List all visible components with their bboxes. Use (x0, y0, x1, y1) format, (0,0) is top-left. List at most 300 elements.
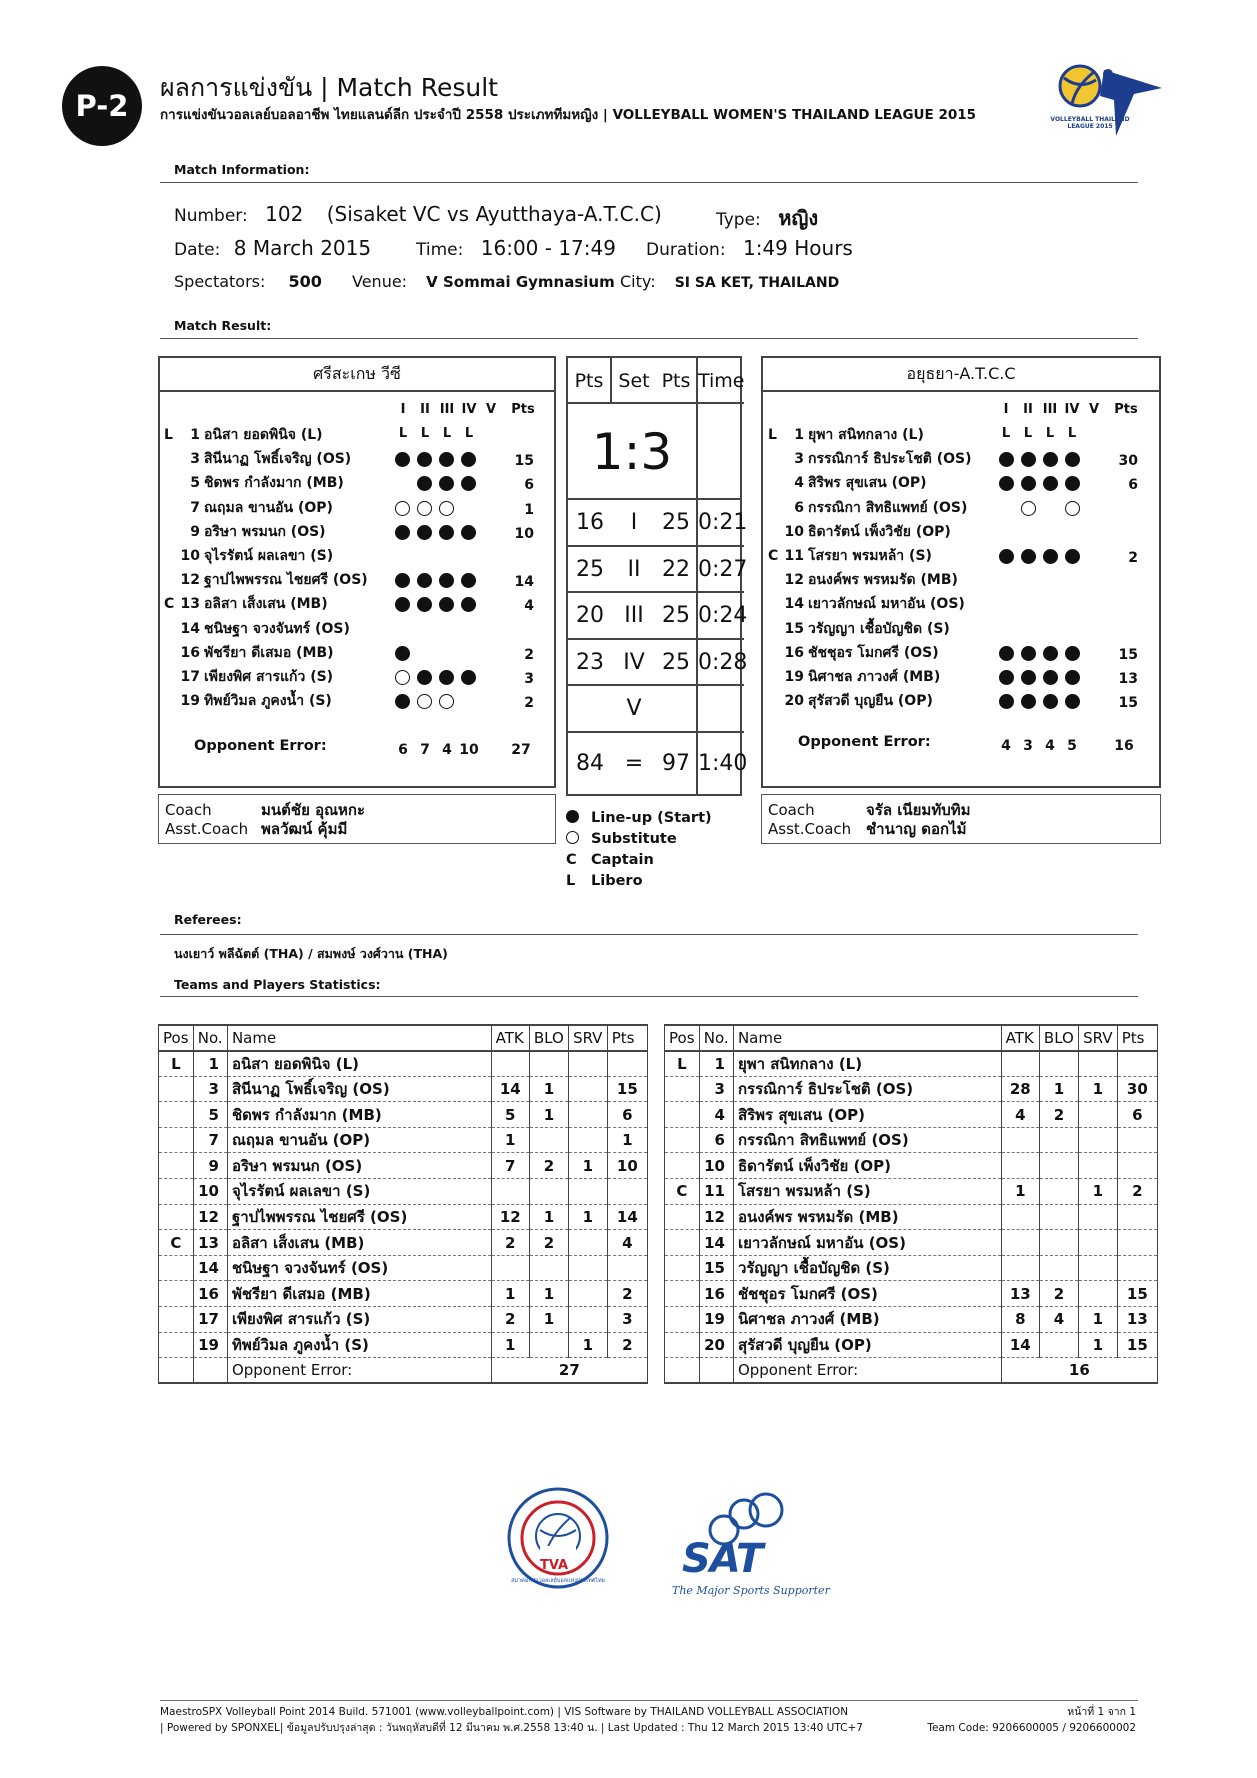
away-coach: จรัล เนียมทับทิม (866, 801, 971, 819)
player-tag: C (768, 548, 779, 564)
stat-blo: 1 (529, 1307, 568, 1333)
stat-pos (159, 1153, 194, 1179)
home-asst-coach: พลวัฒน์ คุ้มมี (261, 820, 348, 838)
league-logo (1050, 60, 1168, 146)
opp-label: Opponent Error: (733, 1358, 1001, 1384)
stat-srv (569, 1255, 608, 1281)
stat-pos (159, 1127, 194, 1153)
legend-lineup: Line-up (Start) (591, 810, 712, 826)
home-opponent-error-label: Opponent Error: (194, 738, 327, 754)
stat-pts (1117, 1051, 1157, 1077)
footer-divider (160, 1700, 1138, 1701)
table-row (159, 1076, 648, 1102)
lineup-dot (439, 670, 454, 685)
set-away (656, 686, 698, 733)
match-line-2 (174, 236, 371, 260)
stat-atk: 12 (491, 1204, 529, 1230)
divider (160, 338, 1138, 339)
set-header-0: I (1003, 402, 1009, 417)
stat-blo (1039, 1051, 1078, 1077)
player-name: ชนิษฐา จวงจันทร์ (OS) (204, 620, 350, 637)
stat-pos (665, 1281, 700, 1307)
stat-atk: 13 (1001, 1281, 1039, 1307)
stat-name: จุไรรัตน์ ผลเลขา (S) (227, 1179, 491, 1205)
set-home: 20 (568, 593, 612, 640)
stats-header-1: No. (699, 1025, 733, 1051)
stat-name: ชิดพร กำลังมาก (MB) (227, 1102, 491, 1128)
stat-blo: 2 (529, 1230, 568, 1256)
stat-blo (529, 1255, 568, 1281)
stat-srv (1079, 1153, 1118, 1179)
player-points: 13 (1118, 671, 1138, 687)
stat-atk: 4 (1001, 1102, 1039, 1128)
sat-tagline: The Major Sports Supporter (672, 1584, 830, 1597)
lineup-dot (999, 670, 1014, 685)
home-stats-table (158, 1024, 648, 1384)
player-name: ยุพา สนิทกลาง (L) (808, 427, 924, 443)
stat-blo (529, 1332, 568, 1358)
score-header-1: Set (612, 358, 656, 404)
player-row (164, 665, 554, 689)
stat-blo (529, 1127, 568, 1153)
lineup-dot (439, 525, 454, 540)
stat-name: ธิดารัตน์ เพ็งวิชัย (OP) (733, 1153, 1001, 1179)
stat-no: 6 (699, 1127, 733, 1153)
set-set: I (612, 500, 656, 547)
substitute-dot (395, 501, 410, 516)
stat-atk (1001, 1230, 1039, 1256)
player-points: 15 (1118, 646, 1138, 663)
player-points: 15 (1118, 695, 1138, 712)
player-points: 2 (1128, 550, 1138, 566)
duration-group (646, 236, 853, 260)
stat-blo: 2 (1039, 1102, 1078, 1128)
opp-error-set-3: 5 (1067, 738, 1077, 754)
player-number: 16 (784, 644, 804, 661)
libero-mark-3: L (1067, 426, 1077, 441)
stat-blo: 1 (529, 1102, 568, 1128)
match-result-heading: Match Result: (174, 318, 272, 333)
set-home: 16 (568, 500, 612, 547)
stats-header-4: BLO (529, 1025, 568, 1051)
match-info-heading: Match Information: (174, 162, 310, 177)
player-number: 20 (784, 693, 804, 710)
lineup-dot (439, 573, 454, 588)
player-row (768, 665, 1158, 689)
stat-pos (159, 1281, 194, 1307)
libero-mark: L (566, 873, 576, 889)
player-name: สินีนาฏ โพธิ์เจริญ (OS) (204, 451, 352, 468)
stat-blo (1039, 1255, 1078, 1281)
table-row (665, 1076, 1158, 1102)
stats-header-row (665, 1025, 1158, 1051)
away-asst-coach: ชำนาญ ดอกไม้ (866, 820, 967, 838)
stat-no: 19 (699, 1307, 733, 1333)
venue-value: V Sommai Gymnasium (426, 273, 615, 291)
match-teams: (Sisaket VC vs Ayutthaya-A.T.C.C) (326, 202, 662, 226)
set-time: 0:27 (698, 547, 744, 594)
stat-pts: 4 (607, 1230, 647, 1256)
stat-pts: 10 (607, 1153, 647, 1179)
opponent-error-row (159, 1358, 648, 1384)
player-row (164, 689, 554, 713)
lineup-dot (417, 670, 432, 685)
opponent-error-row (665, 1358, 1158, 1384)
stat-name: ชัชชุอร โมกศรี (OS) (733, 1281, 1001, 1307)
table-row (159, 1332, 648, 1358)
lineup-dot (395, 646, 410, 661)
stat-pos: C (159, 1230, 194, 1256)
player-tag: C (164, 596, 175, 613)
stat-pos (159, 1204, 194, 1230)
stat-srv: 1 (569, 1204, 608, 1230)
player-points: 6 (524, 477, 534, 494)
page-badge: P-2 (62, 66, 142, 146)
player-row (164, 592, 554, 616)
footer-page: หน้าที่ 1 จาก 1 (1067, 1706, 1136, 1718)
stat-no: 19 (193, 1332, 227, 1358)
divider (160, 934, 1138, 935)
stat-pts: 2 (1117, 1179, 1157, 1205)
stat-srv (1079, 1051, 1118, 1077)
home-coach: มนต์ชัย อุณหกะ (261, 801, 366, 819)
player-number: 19 (784, 669, 804, 685)
opp-error-set-0: 4 (1001, 738, 1011, 754)
total-away: 97 (656, 733, 698, 795)
lineup-dot (395, 597, 410, 612)
player-number: 10 (180, 548, 200, 564)
lineup-dot (1065, 476, 1080, 491)
player-row (164, 641, 554, 665)
stats-header-2: Name (733, 1025, 1001, 1051)
 (698, 404, 740, 500)
time-group (416, 236, 616, 260)
stat-pos: L (665, 1051, 700, 1077)
stat-name: อลิสา เส็งเสน (MB) (227, 1230, 491, 1256)
asst-coach-label: Asst.Coach (165, 820, 249, 838)
stat-atk: 1 (491, 1127, 529, 1153)
opp-pos (159, 1358, 194, 1384)
stat-pts: 2 (607, 1281, 647, 1307)
player-name: สุรัสวดี บุญยืน (OP) (808, 693, 933, 710)
stat-name: ยุพา สนิทกลาง (L) (733, 1051, 1001, 1077)
home-set-headers (158, 402, 556, 420)
player-points: 6 (1128, 477, 1138, 494)
player-tag: L (164, 427, 173, 443)
libero-mark-0: L (398, 426, 408, 441)
stats-header-3: ATK (1001, 1025, 1039, 1051)
league-logo-text: VOLLEYBALL THAILAND LEAGUE 2015 (1050, 116, 1130, 130)
stat-atk: 28 (1001, 1076, 1039, 1102)
lineup-dot (395, 573, 410, 588)
opp-error-set-0: 6 (398, 742, 408, 758)
player-row (768, 689, 1158, 713)
set-header-3: IV (1064, 402, 1080, 417)
lineup-dot (999, 694, 1014, 709)
away-stats-table (664, 1024, 1158, 1384)
lineup-dot (1043, 549, 1058, 564)
stat-blo: 1 (1039, 1076, 1078, 1102)
player-row (768, 568, 1158, 592)
lineup-dot (417, 597, 432, 612)
set-header-1: II (420, 402, 430, 417)
divider (160, 996, 1138, 997)
stat-srv (569, 1281, 608, 1307)
match-line-1 (174, 202, 662, 226)
away-coach-box (761, 794, 1161, 844)
stat-name: ชนิษฐา จวงจันทร์ (OS) (227, 1255, 491, 1281)
table-row (665, 1255, 1158, 1281)
stat-blo (1039, 1230, 1078, 1256)
stats-header-6: Pts (1117, 1025, 1157, 1051)
stat-pts (1117, 1255, 1157, 1281)
stat-name: เยาวลักษณ์ มหาอัน (OS) (733, 1230, 1001, 1256)
lineup-dot (1065, 670, 1080, 685)
stat-atk (491, 1179, 529, 1205)
stat-pts (607, 1051, 647, 1077)
number-label: Number: (174, 206, 248, 226)
player-name: ธิดารัตน์ เพ็งวิชัย (OP) (808, 523, 951, 540)
lineup-dot (395, 525, 410, 540)
stat-pos (159, 1179, 194, 1205)
player-row (164, 423, 554, 447)
lineup-dot (1043, 452, 1058, 467)
table-row (159, 1102, 648, 1128)
stat-name: เพียงพิศ สารแก้ว (S) (227, 1307, 491, 1333)
stat-atk: 1 (491, 1332, 529, 1358)
player-name: ณฤมล ขานอัน (OP) (204, 499, 333, 516)
stat-pos (159, 1102, 194, 1128)
stat-name: ฐาปไพพรรณ ไชยศรี (OS) (227, 1204, 491, 1230)
stat-srv (1079, 1255, 1118, 1281)
stat-srv (1079, 1102, 1118, 1128)
stat-blo: 1 (529, 1076, 568, 1102)
stat-srv: 1 (1079, 1076, 1118, 1102)
stat-atk: 5 (491, 1102, 529, 1128)
player-name: อนิสา ยอดพินิจ (L) (204, 427, 323, 443)
player-name: โสรยา พรมหล้า (S) (808, 548, 932, 564)
referees-heading: Referees: (174, 912, 242, 927)
referees-names: นงเยาว์ พลีฉัตต์ (THA) / สมพงษ์ วงศ์วาน (THA) (174, 946, 448, 961)
stat-atk (1001, 1204, 1039, 1230)
lineup-dot (1021, 646, 1036, 661)
table-row (159, 1179, 648, 1205)
set-set: III (612, 593, 656, 640)
stat-name: อนงค์พร พรหมรัด (MB) (733, 1204, 1001, 1230)
set-header-0: I (400, 402, 406, 417)
table-row (159, 1051, 648, 1077)
stat-atk: 8 (1001, 1307, 1039, 1333)
time-label: Time: (416, 240, 464, 260)
stat-pts: 6 (1117, 1102, 1157, 1128)
lineup-dot (999, 646, 1014, 661)
stat-srv (569, 1051, 608, 1077)
stat-name: พัชรียา ดีเสมอ (MB) (227, 1281, 491, 1307)
player-number: 1 (794, 427, 804, 443)
stat-srv (1079, 1281, 1118, 1307)
stat-name: อริษา พรมนก (OS) (227, 1153, 491, 1179)
page-title: ผลการแข่งขัน | Match Result (160, 73, 498, 102)
table-row (159, 1230, 648, 1256)
match-line-3 (174, 272, 322, 291)
player-name: ชิดพร กำลังมาก (MB) (204, 475, 344, 492)
footer-right (910, 1704, 1136, 1736)
stat-atk (1001, 1255, 1039, 1281)
stat-pts: 15 (1117, 1281, 1157, 1307)
lineup-dot (999, 452, 1014, 467)
stat-atk (491, 1255, 529, 1281)
footer-software: MaestroSPX Volleyball Point 2014 Build. 571001 (www.volleyballpoint.com) | VIS Software by THAILAND VOLLEYBALL ASSOCIATION (160, 1706, 849, 1718)
stats-header-4: BLO (1039, 1025, 1078, 1051)
city-group (620, 272, 839, 291)
lineup-dot (1043, 476, 1058, 491)
stat-blo (529, 1179, 568, 1205)
player-number: 3 (190, 451, 200, 468)
player-points: 10 (514, 525, 534, 542)
set-home: 25 (568, 547, 612, 594)
table-row (159, 1204, 648, 1230)
stat-pts: 30 (1117, 1076, 1157, 1102)
player-row (164, 496, 554, 520)
stat-no: 12 (193, 1204, 227, 1230)
match-number: 102 (265, 202, 304, 226)
set-set: II (612, 547, 656, 594)
stat-no: 16 (193, 1281, 227, 1307)
set-away: 25 (656, 640, 698, 687)
table-row (159, 1127, 648, 1153)
player-row (768, 423, 1158, 447)
tva-logo-text: TVA (540, 1558, 569, 1573)
lineup-dot (395, 694, 410, 709)
stats-heading: Teams and Players Statistics: (174, 977, 381, 992)
player-name: นิศาชล ภาวงศ์ (MB) (808, 669, 941, 685)
stats-header-5: SRV (1079, 1025, 1118, 1051)
opp-error-set-3: 10 (459, 742, 479, 758)
lineup-dot (417, 452, 432, 467)
stat-pts: 15 (607, 1076, 647, 1102)
player-name: เพียงพิศ สารแก้ว (S) (204, 669, 334, 685)
opp-error-set-2: 4 (442, 742, 452, 758)
stat-srv (569, 1127, 608, 1153)
player-name: เยาวลักษณ์ มหาอัน (OS) (808, 596, 965, 613)
lineup-dot (461, 670, 476, 685)
city-value: SI SA KET, THAILAND (674, 275, 840, 291)
stat-blo (529, 1051, 568, 1077)
stat-name: นิศาชล ภาวงศ์ (MB) (733, 1307, 1001, 1333)
away-opponent-error-label: Opponent Error: (798, 734, 931, 750)
table-row (665, 1204, 1158, 1230)
stat-srv (1079, 1230, 1118, 1256)
lineup-dot (461, 476, 476, 491)
stat-pts: 15 (1117, 1332, 1157, 1358)
player-number: 16 (180, 644, 200, 661)
set-header-4: V (485, 402, 497, 417)
stat-pos (665, 1102, 700, 1128)
player-points: 3 (524, 671, 534, 687)
type-label: Type: (716, 210, 761, 230)
stat-atk (1001, 1153, 1039, 1179)
total-set: = (624, 750, 644, 776)
player-number: 3 (794, 451, 804, 468)
lineup-dot (417, 573, 432, 588)
opp-error-set-2: 4 (1045, 738, 1055, 754)
stats-header-0: Pos (159, 1025, 194, 1051)
player-number: 7 (190, 499, 200, 516)
opp-no (193, 1358, 227, 1384)
lineup-dot (1065, 694, 1080, 709)
stat-pos (665, 1153, 700, 1179)
home-coach-box (158, 794, 556, 844)
table-row (159, 1255, 648, 1281)
opp-error-total: 27 (511, 742, 531, 758)
page-subtitle: การแข่งขันวอลเลย์บอลอาชีพ ไทยแลนด์ลีก ประจำปี 2558 ประเภททีมหญิง | VOLLEYBALL WOMEN'S THAILAND LEAGUE 2015 (160, 107, 977, 123)
stat-name: ณฤมล ขานอัน (OP) (227, 1127, 491, 1153)
lineup-dot (461, 597, 476, 612)
player-row (164, 568, 554, 592)
table-row (665, 1281, 1158, 1307)
tva-logo (506, 1486, 610, 1590)
stat-blo: 1 (529, 1281, 568, 1307)
lineup-dot (1043, 670, 1058, 685)
stat-atk: 1 (1001, 1179, 1039, 1205)
stat-srv (569, 1076, 608, 1102)
stat-pos (665, 1204, 700, 1230)
stat-pos (665, 1332, 700, 1358)
set-header-2: III (439, 402, 455, 417)
player-points: 2 (524, 646, 534, 663)
stat-pts (1117, 1230, 1157, 1256)
stats-header-2: Name (227, 1025, 491, 1051)
libero-mark-0: L (1001, 426, 1011, 441)
match-time: 16:00 - 17:49 (480, 236, 616, 260)
libero-mark-2: L (442, 426, 452, 441)
substitute-dot (417, 501, 432, 516)
stat-pos: C (665, 1179, 700, 1205)
lineup-dot (461, 573, 476, 588)
stat-pos (665, 1307, 700, 1333)
stat-pts: 3 (607, 1307, 647, 1333)
stat-no: 11 (699, 1179, 733, 1205)
stat-no: 16 (699, 1281, 733, 1307)
set-time: 0:21 (698, 500, 744, 547)
stat-pos (665, 1255, 700, 1281)
coach-label: Coach (768, 801, 815, 819)
substitute-dot (1021, 501, 1036, 516)
divider (160, 182, 1138, 183)
lineup-dot (1043, 694, 1058, 709)
set-header-5: Pts (1114, 402, 1138, 417)
set-set: IV (612, 640, 656, 687)
stat-blo: 1 (529, 1204, 568, 1230)
lineup-dot (1021, 476, 1036, 491)
player-name: อริษา พรมนก (OS) (204, 523, 326, 540)
type-group (716, 202, 818, 234)
stat-pts (607, 1179, 647, 1205)
table-row (665, 1307, 1158, 1333)
footer-team-code: Team Code: 9206600005 / 9206600002 (927, 1722, 1136, 1734)
asst-coach-label: Asst.Coach (768, 820, 852, 838)
captain-mark: C (566, 852, 577, 868)
lineup-dot (1021, 670, 1036, 685)
stat-blo: 2 (1039, 1281, 1078, 1307)
lineup-dot (439, 476, 454, 491)
player-name: วรัญญา เชื้อบัญชิด (S) (808, 620, 950, 637)
stat-pos (665, 1230, 700, 1256)
lineup-dot (439, 452, 454, 467)
set-header-4: V (1088, 402, 1100, 417)
lineup-dot (1065, 549, 1080, 564)
player-number: 14 (180, 620, 200, 637)
